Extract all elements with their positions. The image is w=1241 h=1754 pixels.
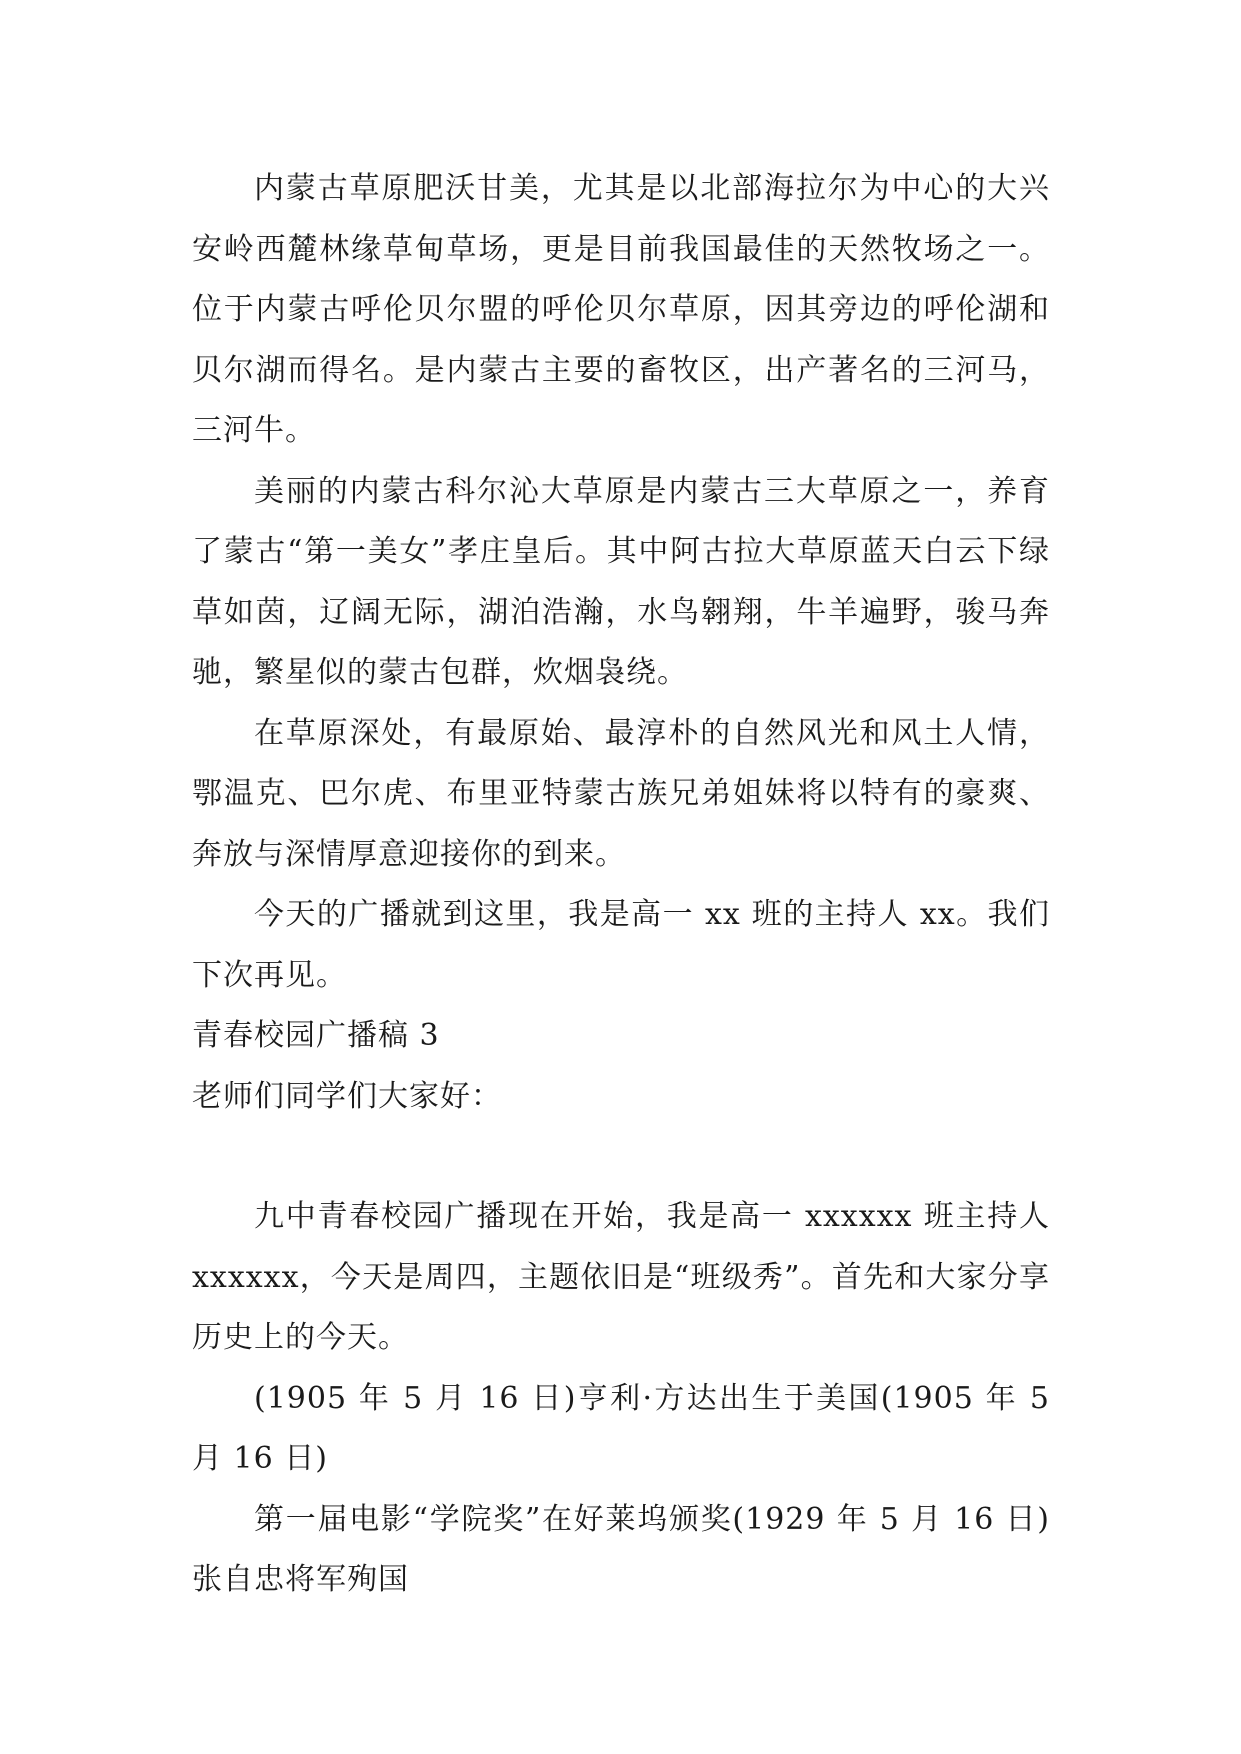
paragraph-history-henry-fonda: (1905 年 5 月 16 日)亨利·方达出生于美国(1905 年 5 月 16 日)	[192, 1380, 1050, 1476]
paragraph-inner-mongolia-grassland: 内蒙古草原肥沃甘美，尤其是以北部海拉尔为中心的大兴安岭西麓林缘草甸草场，更是目前我国最佳的天然牧场之一。位于内蒙古呼伦贝尔盟的呼伦贝尔草原，因其旁边的呼伦湖和贝尔湖而得名。是内蒙古主要的畜牧区，出产著名的三河马，三河牛。	[192, 171, 1050, 448]
section-heading: 青春校园广播稿 3	[192, 1018, 440, 1053]
paragraph-grassland-depths: 在草原深处，有最原始、最淳朴的自然风光和风土人情，鄂温克、巴尔虎、布里亚特蒙古族兄弟姐妹将以特有的豪爽、奔放与深情厚意迎接你的到来。	[192, 715, 1050, 872]
greeting-line: 老师们同学们大家好：	[192, 1078, 502, 1114]
paragraph-broadcast-opening: 九中青春校园广播现在开始，我是高一 xxxxxx 班主持人 xxxxxx，今天是周四，主题依旧是“班级秀”。首先和大家分享历史上的今天。	[192, 1199, 1050, 1355]
paragraph-history-academy-awards: 第一届电影“学院奖”在好莱坞颁奖(1929 年 5 月 16 日)张自忠将军殉国	[192, 1501, 1050, 1597]
paragraph-broadcast-closing: 今天的广播就到这里，我是高一 xx 班的主持人 xx。我们下次再见。	[192, 897, 1050, 993]
paragraph-horqin-grassland: 美丽的内蒙古科尔沁大草原是内蒙古三大草原之一，养育了蒙古“第一美女”孝庄皇后。其中阿古拉大草原蓝天白云下绿草如茵，辽阔无际，湖泊浩瀚，水鸟翱翔，牛羊遍野，骏马奔驰，繁星似的蒙古包群，炊烟袅绕。	[192, 473, 1050, 690]
document-body	[192, 159, 1050, 1611]
blank-line	[192, 1127, 1050, 1187]
